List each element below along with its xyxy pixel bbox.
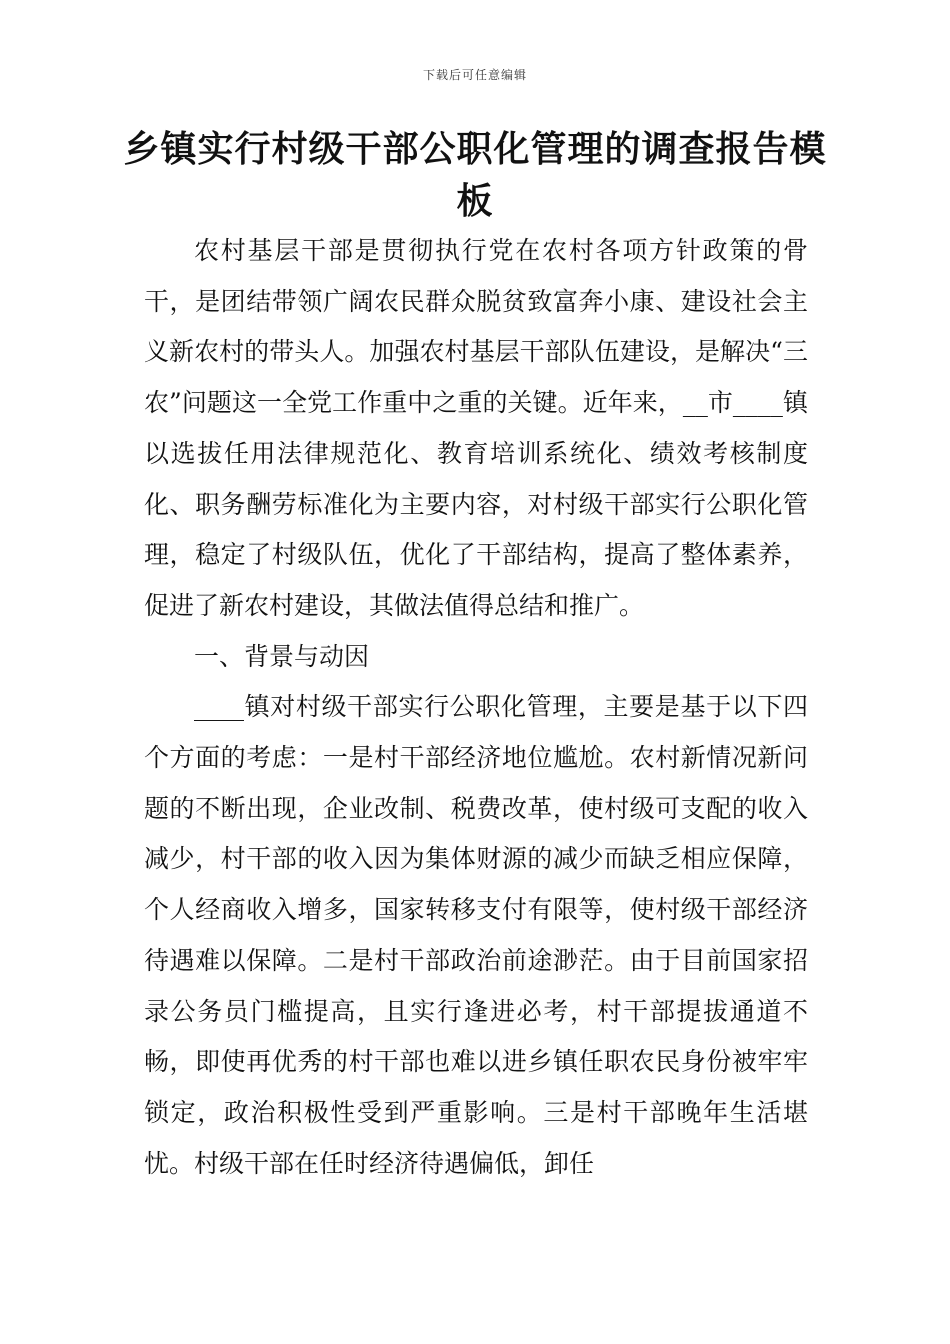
background-paragraph: ____镇对村级干部实行公职化管理，主要是基于以下四个方面的考虑：一是村干部经济地位尴尬。农村新情况新问题的不断出现，企业改制、税费改革，使村级可支配的收入减少，村干部的收入因为集体财源的减少而缺乏相应保障，个人经商收入增多，国家转移支付有限等，使村级干部经济待遇难以保障。二是村干部政治前途渺茫。由于目前国家招录公务员门槛提高，且实行逢进必考，村干部提拔通道不畅，即使再优秀的村干部也难以进乡镇任职农民身份被牢牢锁定，政治积极性受到严重影响。三是村干部晚年生活堪忧。村级干部在任时经济待遇偏低，卸任	[144, 692, 808, 1178]
intro-paragraph: 农村基层干部是贯彻执行党在农村各项方针政策的骨干，是团结带领广阔农民群众脱贫致富奔小康、建设社会主义新农村的带头人。加强农村基层干部队伍建设，是解决“三农”问题这一全党工作重中之重的关键。近年来，__市____镇以选拔任用法律规范化、教育培训系统化、绩效考核制度化、职务酬劳标准化为主要内容，对村级干部实行公职化管理，稳定了村级队伍，优化了干部结构，提高了整体素养，促进了新农村建设，其做法值得总结和推广。	[144, 236, 808, 620]
page-header-note: 下载后可任意编辑	[422, 68, 527, 82]
document-body	[144, 226, 808, 1189]
document-title: 乡镇实行村级干部公职化管理的调查报告模板	[123, 129, 827, 222]
section-heading-background: 一、背景与动因	[194, 641, 370, 671]
